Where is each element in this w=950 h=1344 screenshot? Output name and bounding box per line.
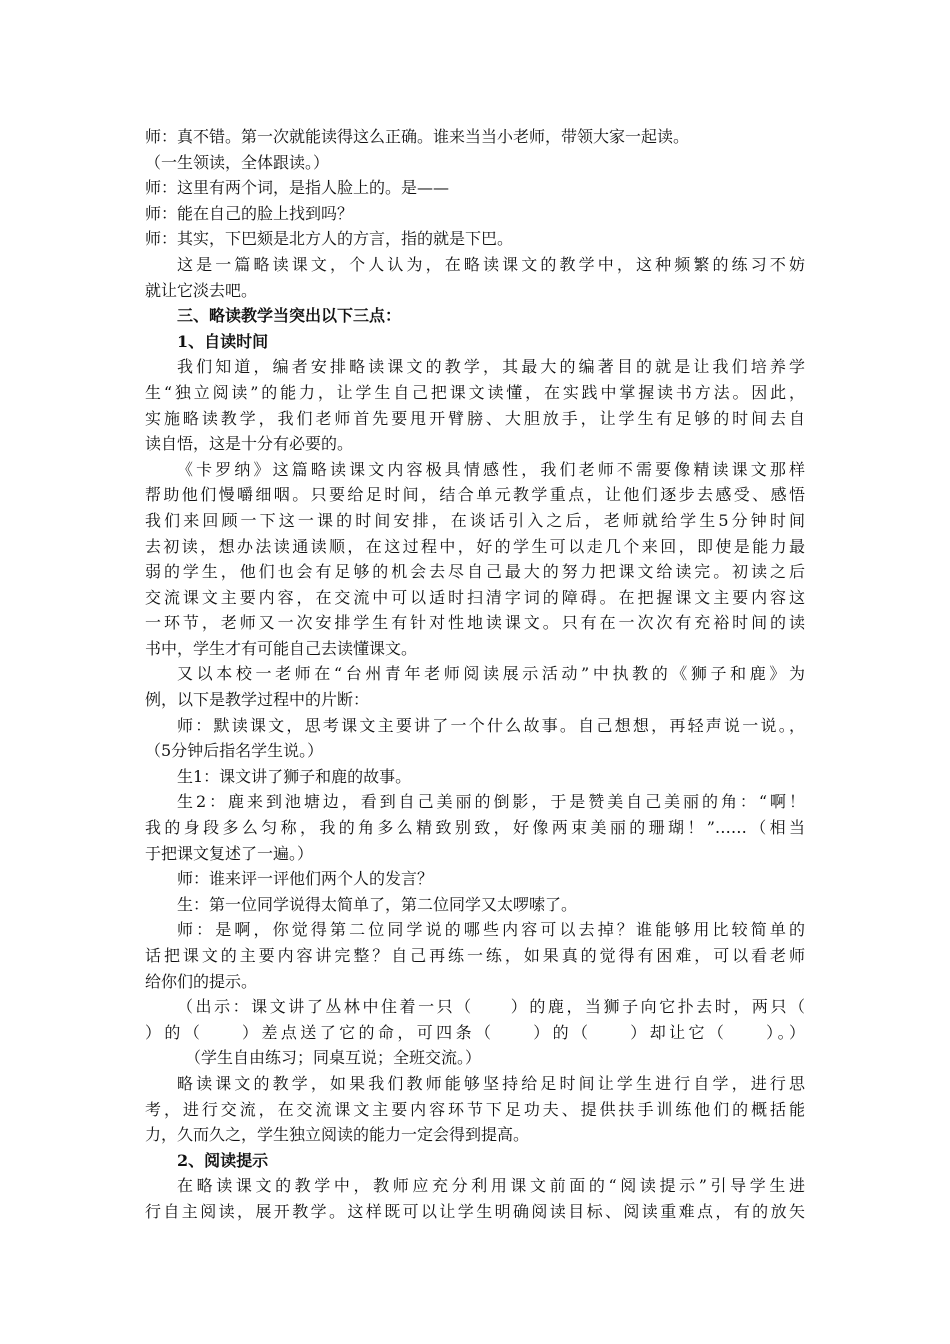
- text-line: 实施略读教学，我们老师首先要甩开臂膀、大胆放手，让学生有足够的时间去自: [145, 408, 805, 428]
- section-heading: 2、阅读提示: [177, 1150, 269, 1170]
- text-line: 考，进行交流，在交流课文主要内容环节下足功夫、提供扶手训练他们的概括能: [145, 1099, 805, 1119]
- text-line: 《卡罗纳》这篇略读课文内容极具情感性，我们老师不需要像精读课文那样: [177, 459, 805, 479]
- text-line: 师：真不错。第一次就能读得这么正确。谁来当当小老师，带领大家一起读。: [145, 127, 690, 146]
- text-line: 生2：鹿来到池塘边，看到自己美丽的倒影，于是赞美自己美丽的角：“啊！: [177, 792, 805, 812]
- document-page: [145, 124, 805, 1225]
- text-line: 师：其实，下巴颏是北方人的方言，指的就是下巴。: [145, 229, 514, 249]
- text-line: 略读课文的教学，如果我们教师能够坚持给足时间让学生进行自学，进行思: [177, 1073, 805, 1093]
- text-line: 例，以下是教学过程中的片断：: [145, 690, 370, 710]
- text-line: 给你们的提示。: [145, 971, 258, 991]
- text-line: 师：默读课文，思考课文主要讲了一个什么故事。自己想想，再轻声说一说。，: [177, 715, 805, 735]
- text-line: 帮助他们慢嚼细咽。只要给足时间，结合单元教学重点，让他们逐步去感受、感悟: [145, 485, 805, 505]
- text-line: ）的（ ）差点送了它的命，可四条（ ）的（ ）却让它（ ）。）: [145, 1022, 805, 1042]
- text-line: 生“独立阅读”的能力，让学生自己把课文读懂，在实践中掌握读书方法。因此，: [145, 382, 805, 402]
- text-line: 弱的学生，他们也会有足够的机会去尽自己最大的努力把课文给读完。初读之后: [145, 562, 805, 582]
- text-line: 生：第一位同学说得太简单了，第二位同学又太啰嗦了。: [177, 894, 578, 914]
- text-line: 生1：课文讲了狮子和鹿的故事。: [177, 766, 412, 786]
- text-line: （5分钟后指名学生说。）: [145, 741, 324, 761]
- text-line: 读自悟，这是十分有必要的。: [145, 434, 354, 454]
- text-line: 交流课文主要内容，在交流中可以适时扫清字词的障碍。在把握课文主要内容这: [145, 587, 805, 607]
- text-line: 行自主阅读，展开教学。这样既可以让学生明确阅读目标、阅读重难点，有的放矢: [145, 1201, 805, 1221]
- text-line: 话把课文的主要内容讲完整？自己再练一练，如果真的觉得有困难，可以看老师: [145, 946, 805, 965]
- text-line: 去初读，想办法读通读顺，在这过程中，好的学生可以走几个来回，即使是能力最: [145, 536, 805, 556]
- section-heading: 1、自读时间: [177, 331, 269, 351]
- text-line: 我们知道，编者安排略读课文的教学，其最大的编著目的就是让我们培养学: [177, 357, 805, 377]
- text-line: 又以本校一老师在“台州青年老师阅读展示活动”中执教的《狮子和鹿》为: [177, 664, 805, 684]
- text-line: 师：这里有两个词，是指人脸上的。是——: [145, 178, 450, 198]
- text-line: （学生自由练习；同桌互说；全班交流。）: [185, 1048, 482, 1068]
- text-line: 一环节，老师又一次安排学生有针对性地读课文。只有在一次次有充裕时间的读: [145, 613, 805, 633]
- text-line: 力，久而久之，学生独立阅读的能力一定会得到提高。: [145, 1125, 530, 1145]
- text-line: 就让它淡去吧。: [145, 280, 258, 300]
- text-line: 师：能在自己的脸上找到吗？: [145, 203, 354, 223]
- text-line: 书中，学生才有可能自己去读懂课文。: [145, 638, 418, 658]
- text-line: 在略读课文的教学中，教师应充分利用课文前面的“阅读提示”引导学生进: [177, 1176, 805, 1196]
- text-line: 于把课文复述了一遍。）: [145, 843, 314, 863]
- text-line: 我的身段多么匀称，我的角多么精致别致，好像两束美丽的珊瑚！”……（相当: [145, 818, 805, 838]
- text-line: 师：是啊，你觉得第二位同学说的哪些内容可以去掉？谁能够用比较简单的: [177, 920, 805, 940]
- text-line: 我们来回顾一下这一课的时间安排，在谈话引入之后，老师就给学生5分钟时间: [145, 510, 805, 530]
- text-line: 这是一篇略读课文，个人认为，在略读课文的教学中，这种频繁的练习不妨: [177, 254, 805, 274]
- text-line: （出示：课文讲了丛林中住着一只（ ）的鹿，当狮子向它扑去时，两只（: [177, 997, 805, 1017]
- text-line: 师：谁来评一评他们两个人的发言？: [177, 869, 434, 889]
- text-line: （一生领读，全体跟读。）: [145, 152, 330, 172]
- section-heading: 三、略读教学当突出以下三点：: [177, 306, 402, 326]
